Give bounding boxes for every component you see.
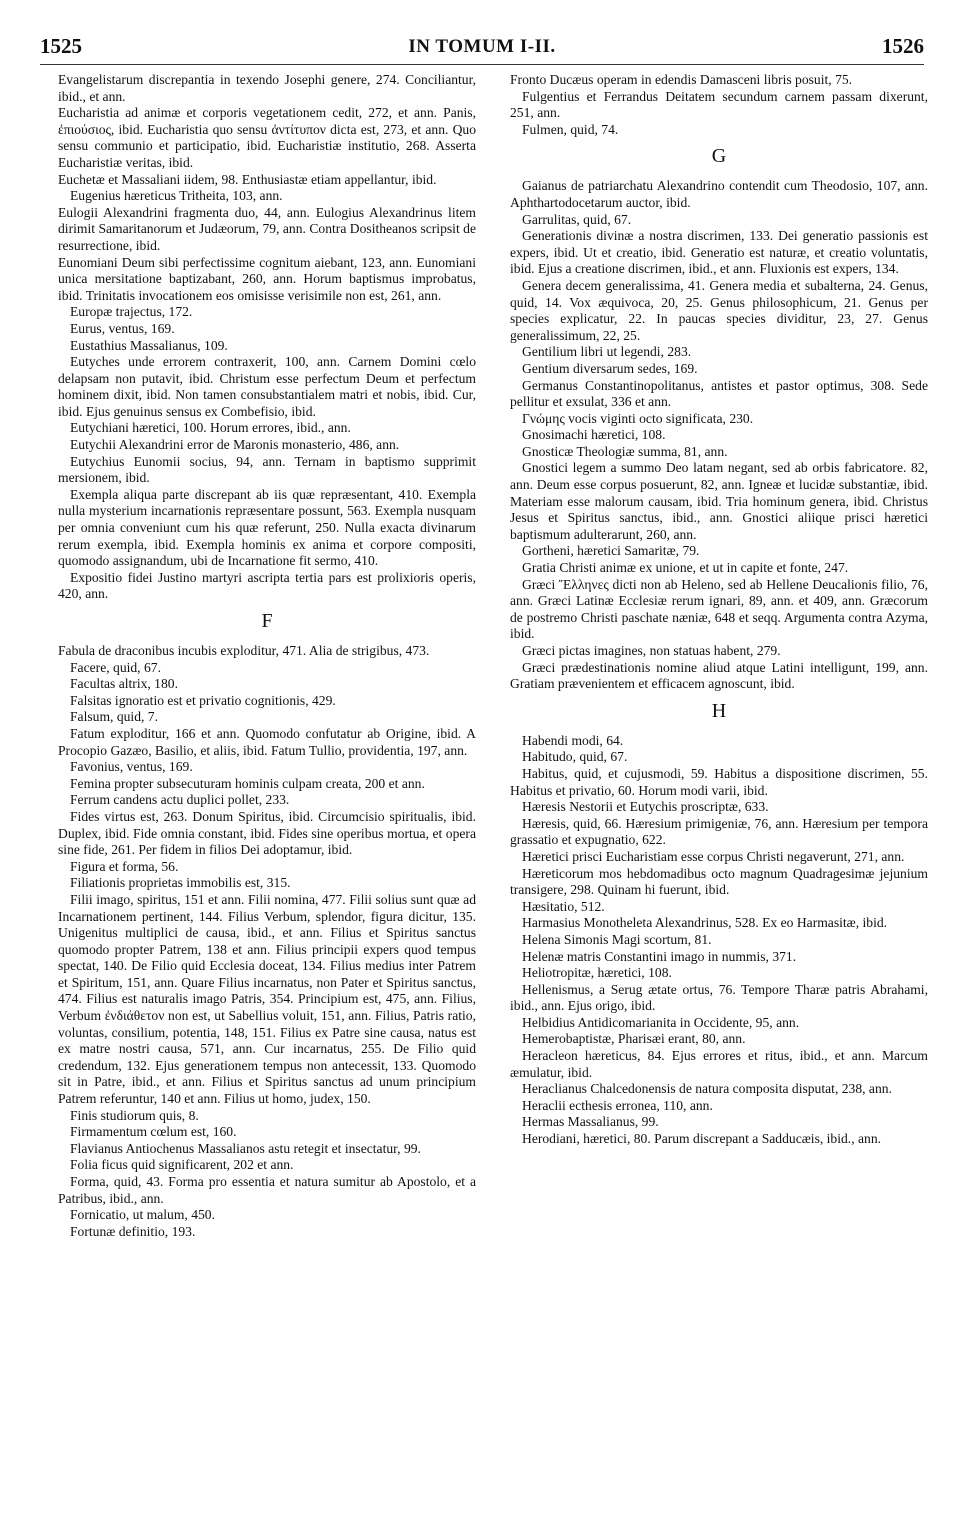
- index-entry: Helenæ matris Constantini imago in nummis, 371.: [522, 948, 797, 964]
- index-entry: Hæresis Nestorii et Eutychis proscriptæ, 633.: [522, 799, 769, 815]
- index-entry: Flavianus Antiochenus Massalianos astu retegit et insectatur, 99.: [70, 1140, 421, 1156]
- section-f-continued-entries: [510, 72, 928, 138]
- index-entry: Fabula de draconibus incubis exploditur, 471. Alia de strigibus, 473.: [58, 643, 430, 658]
- index-entry: Fulmen, quid, 74.: [522, 121, 619, 137]
- index-entry: Fornicatio, ut malum, 450.: [70, 1207, 215, 1223]
- index-entry: Eutychiani hæretici, 100. Horum errores, ibid., ann.: [70, 420, 351, 436]
- index-entry: Facere, quid, 67.: [70, 659, 161, 675]
- index-entry: Expositio fidei Justino martyri ascripta tertia pars est prolixioris operis, 420, ann.: [58, 569, 476, 602]
- section-f-entries: [58, 643, 476, 1240]
- index-entry: Forma, quid, 43. Forma pro essentia et natura sumitur ab Apostolo, et a Patribus, ibid., ann.: [58, 1174, 476, 1206]
- index-entry: Γνώμης vocis viginti octo significata, 230.: [522, 410, 754, 426]
- index-entry: Evangelistarum discrepantia in texendo Josephi genere, 274. Conciliantur, ibid., et ann.: [58, 72, 476, 104]
- index-entry: Gentilium libri ut legendi, 283.: [522, 344, 692, 360]
- page-number-right: 1526: [882, 34, 924, 58]
- section-letter-h: H: [711, 699, 727, 722]
- index-entry: Eutychii Alexandrini error de Maronis monasterio, 486, ann.: [70, 437, 400, 453]
- index-entry: Heraclii ecthesis erronea, 110, ann.: [522, 1097, 713, 1113]
- index-entry: Eutychius Eunomii socius, 94, ann. Ternam in baptismo supprimit mersionem, ibid.: [58, 453, 476, 486]
- index-entry: Fides virtus est, 263. Donum Spiritus, ibid. Circumcisio spiritualis, ibid. Duplex, ibid. Fide omnia constant, ibid. Fides sine operibus mortua, et opera sine fide, 261. Per fidem in filios Dei adoptamur, ibid.: [58, 808, 476, 858]
- header-rule: [40, 64, 924, 65]
- index-entry: Heracleon hæreticus, 84. Ejus errores et ritus, ibid., et ann. Marcum æmulatur, ibid.: [510, 1048, 928, 1080]
- index-entry: Gnostici legem a summo Deo latam negant, sed ab orbis fabricatore. 82, ann. Deum esse corpus posuerunt, 82, ann. Igneæ et lucidæ substantiæ, ibid. Materiam esse malorum causam, ibid. Tria hominum genera, ibid. Christus Jesus et Spiritus sanctus, ibid., ann. Gnostici aliique prisci hæretici baptismum adulterarunt, 260, ann.: [510, 460, 928, 542]
- index-entry: Helbidius Antidicomarianita in Occidente, 95, ann.: [522, 1014, 800, 1030]
- index-entry: Gortheni, hæretici Samaritæ, 79.: [522, 543, 700, 559]
- index-entry: Gnosimachi hæretici, 108.: [522, 427, 666, 443]
- index-entry: Filii imago, spiritus, 151 et ann. Filii nomina, 477. Filii solius sunt quæ ad Incarnationem pertinent, 144. Filius Verbum, splendor, figura dicitur, 135. Unigenitus multiplici de causa, ibid., et ann. Filius et Spiritus sanctus quomodo propter Patrem, 138 et ann. Filius principii expers quod tempus spectat, 140. De Filio quid Ecclesia doceat, 134. Filius medius inter Patrem et Spiritum, 151, ann. Quare Filius incarnatus, non Pater et Spiritus sanctus, 474. Filius est naturalis imago Patris, 354. Principium est, 475, ann. Filius, Verbum ἐνδιάθετον non est, ut Sabellius voluit, 151, ann. Filius, Patris ratio, voluntas, consilium, potentia, 148, 151. Filius ex Patre sine causa, natus est ex matre nostri causa, 571, ann. Cur incarnatus, 255. De Filio quid credendum, 132. Ejus generationem tempus non antecessit, 133. Quomodo sit in Patre, ibid., et ann. Filius et Spiritus sanctus ad unum principium Patrem referuntur, 140 et ann. Filius ut homo, judex, 150.: [58, 891, 476, 1107]
- section-e-entries: [58, 72, 476, 603]
- index-entry: Euchetæ et Massaliani iidem, 98. Enthusiastæ etiam appellantur, ibid.: [58, 171, 437, 187]
- index-entry: Eulogii Alexandrini fragmenta duo, 44, ann. Eulogius Alexandrinus litem dirimit Samaritanorum et Judæorum, 79, ann. Contra Dositheanos scripsit de resurrectione, ibid.: [58, 204, 476, 253]
- section-letter-f: F: [261, 610, 273, 632]
- section-g-entries: [510, 178, 928, 692]
- index-entry: Hæretici prisci Eucharistiam esse corpus Christi negaverunt, 271, ann.: [522, 848, 905, 864]
- index-entry: Hæsitatio, 512.: [522, 898, 605, 914]
- page-number-left: 1525: [40, 34, 82, 58]
- right-column: [510, 72, 928, 1148]
- index-entry: Habendi modi, 64.: [522, 732, 624, 748]
- index-entry: Helena Simonis Magi scortum, 81.: [522, 931, 712, 947]
- index-entry: Gentium diversarum sedes, 169.: [522, 360, 698, 376]
- index-entry: Europæ trajectus, 172.: [70, 304, 193, 320]
- index-entry: Firmamentum cœlum est, 160.: [70, 1124, 237, 1140]
- index-entry: Heraclianus Chalcedonensis de natura composita disputat, 238, ann.: [522, 1081, 892, 1097]
- index-entry: Fronto Ducæus operam in edendis Damasceni libris posuit, 75.: [510, 72, 853, 87]
- index-entry: Habitus, quid, et cujusmodi, 59. Habitus a dispositione discrimen, 55. Habitus et privatio, 60. Horum modi varii, ibid.: [510, 765, 928, 798]
- left-column: [58, 72, 476, 1240]
- index-entry: Hemerobaptistæ, Pharisæi erant, 80, ann.: [522, 1031, 746, 1047]
- index-entry: Græci pictas imagines, non statuas habent, 279.: [522, 643, 781, 658]
- section-h-entries: [510, 733, 928, 1148]
- index-entry: Heliotropitæ, hæretici, 108.: [522, 965, 672, 981]
- index-entry: Folia ficus quid significarent, 202 et ann.: [70, 1157, 294, 1173]
- index-entry: Eustathius Massalianus, 109.: [70, 337, 228, 353]
- index-entry: Genera decem generalissima, 41. Genera media et subalterna, 24. Genus, quid, 14. Vox æquivoca, 20, 25. Genus philosophicum, 21. Genus per species explicatur, 22. In paucas species dividitur, 23, 27. Genus generalissimum, 22, 25.: [510, 277, 928, 343]
- index-entry: Falsum, quid, 7.: [70, 709, 158, 725]
- index-entry: Hellenismus, a Serug ætate ortus, 76. Tempore Tharæ patris Abrahami, ibid., ann. Ejus origo, ibid.: [510, 981, 928, 1014]
- index-entry: Favonius, ventus, 169.: [70, 759, 193, 775]
- index-entry: Facultas altrix, 180.: [70, 676, 178, 692]
- index-entry: Hæreticorum mos hebdomadibus octo magnum Quadragesimæ jejunium transigere, 298. Quinam hi fuerunt, ibid.: [510, 865, 928, 898]
- index-entry: Gnosticæ Theologiæ summa, 81, ann.: [522, 443, 728, 459]
- index-entry: Gratia Christi animæ ex unione, et ut in capite et fonte, 247.: [522, 560, 849, 576]
- index-entry: Hermas Massalianus, 99.: [522, 1114, 659, 1130]
- index-entry: Garrulitas, quid, 67.: [522, 211, 632, 227]
- section-letter-g: G: [711, 145, 727, 168]
- index-entry: Eutyches unde errorem contraxerit, 100, ann. Carnem Domini cœlo delapsam non putavit, ibid. Christum esse perfectum Deum et perfectum hominem dixit, ibid. Non tamen consubstantialem matri et nobis, ibid. Cur, ibid. Ejus genuinus sensus ex Combefisio, ibid.: [58, 354, 476, 419]
- index-entry: Hæresis, quid, 66. Hæresium primigeniæ, 76, ann. Hæresium per tempora grassatio et expugnatio, 622.: [510, 815, 928, 848]
- running-header: [40, 34, 924, 62]
- index-entry: Græci prædestinationis nomine aliud atque Latini intelligunt, 199, ann. Gratiam prævenientem et efficacem agnoscunt, ibid.: [510, 659, 928, 692]
- index-entry: Germanus Constantinopolitanus, antistes et pastor optimus, 308. Sede pellitur et exsulat, 336 et ann.: [510, 377, 928, 410]
- index-entry: Finis studiorum quis, 8.: [70, 1107, 199, 1123]
- index-entry: Fulgentius et Ferrandus Deitatem secundum carnem passam dixerunt, 251, ann.: [510, 88, 928, 121]
- index-entry: Gaianus de patriarchatu Alexandrino contendit cum Theodosio, 107, ann. Aphthartodocetarum auctor, ibid.: [510, 178, 928, 210]
- index-entry: Generationis divinæ a nostra discrimen, 133. Dei generatio passionis est expers, ibid. Ut et creatio, ibid. Generatio est naturæ, et creatio voluntatis, ibid. Ejus a creatione discrimen, ibid., et ann. Fluxionis est expers, 134.: [510, 228, 928, 277]
- index-entry: Habitudo, quid, 67.: [522, 749, 628, 765]
- index-entry: Harmasius Monotheleta Alexandrinus, 528. Ex eo Harmasitæ, ibid.: [522, 915, 888, 931]
- index-entry: Falsitas ignoratio est et privatio cognitionis, 429.: [70, 692, 336, 708]
- index-entry: Fatum exploditur, 166 et ann. Quomodo confutatur ab Origine, ibid. A Procopio Gazæo, Basilio, et aliis, ibid. Fatum Tullio, providentia, 197, ann.: [58, 725, 476, 758]
- index-entry: Fortunæ definitio, 193.: [70, 1223, 196, 1239]
- index-entry: Exempla aliqua parte discrepant ab iis quæ repræsentant, 410. Exempla nulla mysterium incarnationis repræsentare possunt, 563. Exempla nusquam per omnia conveniunt cum his quæ referunt, 250. Nulla exacta divinarum rerum exempla, ibid. Exempla hominis ex anima et corpore compositi, quomodo assignandum, ubi de Incarnatione fit sermo, 410.: [58, 486, 476, 569]
- index-entry: Eugenius hæreticus Tritheita, 103, ann.: [70, 188, 283, 204]
- index-entry: Eunomiani Deum sibi perfectissime cognitum aiebant, 123, ann. Eunomiani unica mersitatione baptizabant, 260, ann. Horum baptismus improbatus, ibid. Trinitatis invocationem eos omisisse verisimile non est, 261, ann.: [58, 254, 476, 303]
- index-entry: Figura et forma, 56.: [70, 858, 179, 874]
- index-entry: Eucharistia ad animæ et corporis vegetationem cedit, 272, et ann. Panis, ἐπιούσιος, ibid. Eucharistia quo sensu ἀντίτυπον dicta est, 273, et ann. Quo sensu communio et participatio, ibid. Eucharistiæ institutio, 268. Asserta Eucharistiæ veritas, ibid.: [58, 105, 476, 170]
- index-entry: Eurus, ventus, 169.: [70, 320, 175, 336]
- running-title: IN TOMUM I-II.: [408, 36, 556, 57]
- index-entry: Herodiani, hæretici, 80. Parum discrepant a Sadducæis, ibid., ann.: [522, 1131, 882, 1147]
- index-entry: Filiationis proprietas immobilis est, 315.: [70, 875, 291, 891]
- index-entry: Ferrum candens actu duplici pollet, 233.: [70, 792, 290, 808]
- index-entry: Femina propter subsecuturam hominis culpam creata, 200 et ann.: [70, 775, 425, 791]
- index-entry: Græci Ἕλληνες dicti non ab Heleno, sed ab Hellene Deucalionis filio, 76, ann. Græci Latinæ Ecclesiæ rerum ignari, 89, ann. et 409, ann. Græcorum de postremo Christi paschate næniæ, 648 et seqq. Argumenta contra Azyma, ibid.: [510, 576, 928, 642]
